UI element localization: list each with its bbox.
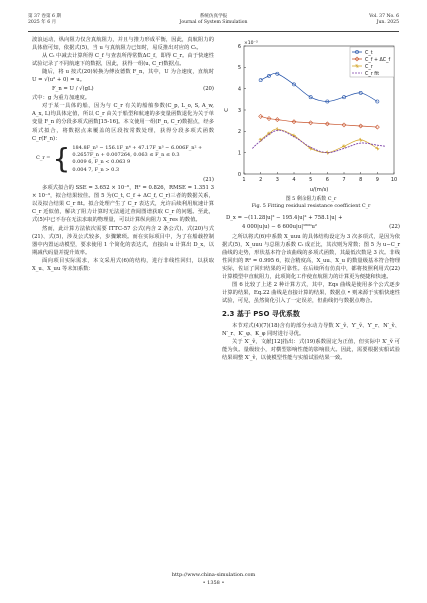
equation-body: F_n = U / √(gL) — [52, 86, 94, 93]
header-right — [369, 14, 399, 27]
header-center — [28, 14, 399, 27]
equation-21-number-row — [32, 176, 214, 184]
paragraph: 对于某一具体的船，因为与 C_r 有关的船舶参数(C_p, L_o, S, A_w, A_x, L)均具体定值，所以 C_r 由关于船型和航速的多变量函数退化为关于单变量 F_n 的分段多项式函数[15-16]。本文使用一组(F_n, C_r)数据点，经多项式拟合，将数据点来覆盖的区段按常数处理，获得分段多项式函数 C_r(F_n)： — [32, 103, 214, 142]
y-tick-label: 6 — [237, 43, 241, 50]
equation-number: (22) — [389, 224, 400, 231]
x-tick-label: 1 — [242, 177, 246, 183]
paragraph: 从 Cₜ 中减去计算所得 C_f 与查表所得常数ΔC_f，即得 C_r。由于快速性试验记录了不同航速下的数据，因此，获得一组(u, C_r)数据点。 — [32, 53, 214, 68]
y-tick-label: 0 — [237, 171, 241, 178]
figure-5 — [222, 36, 400, 194]
equation-21 — [36, 141, 214, 175]
left-column — [32, 36, 214, 273]
case-line: 0.004 7, F_n > 0.3 — [72, 166, 120, 173]
volume-issue: 第 37 卷第 6 期 — [28, 14, 61, 19]
series-line — [261, 73, 378, 101]
x-tick-label: 5 — [309, 177, 313, 183]
page-number: • 1358 • — [202, 580, 225, 586]
legend-label: C_t — [365, 50, 373, 56]
footer-url[interactable]: http://www.china-simulation.com — [171, 572, 256, 578]
series-line — [261, 116, 378, 127]
case-line: 184.8F_n⁵ − 156.1F_n⁴ + 47.17F_n³ − 6.006F_n² + — [72, 144, 203, 151]
y-tick-label: 1 — [237, 150, 241, 157]
figure-caption-en: Fig. 5 Fitting residual resistance coefficient C_r — [251, 203, 371, 210]
right-column — [222, 36, 400, 362]
paragraph: 面向项目实际需求，本文采用式(6)的结构，进行非线性回归，以获取 X_u、X_uu 等未知系数： — [32, 257, 214, 272]
y-scale-note: ×10⁻³ — [244, 41, 258, 46]
x-tick-label: 3 — [275, 177, 279, 183]
y-tick-label: 4 — [237, 86, 241, 93]
date-cn: 2025 年 6 月 — [28, 20, 57, 26]
residual-resistance-chart — [222, 36, 400, 194]
journal-name-cn: 系统仿真学报 — [199, 14, 228, 19]
y-tick-label: 5 — [237, 65, 241, 72]
equation-line — [222, 223, 400, 231]
data-point — [259, 114, 263, 118]
legend-label: C_f + ΔC_f — [365, 57, 391, 63]
paragraph: 本节对式(4)(7)(18)含有的部分水动力导数 X′_ṽ、Y′_ṽ、Y′_r、N′_ṽ、N′_r、K′_φ、K_φ 同时进行寻优。 — [222, 322, 400, 337]
paragraph: 波浪运动，纵向阻力仅含真航阻力，并且与推力形成平衡，因此，真航阻力的具体值可知，依据式(5)，当 u 与真航阻力已知时，易反推出对应的 Cₜ。 — [32, 37, 214, 52]
x-tick-label: 6 — [325, 177, 329, 183]
equation-number: (21) — [203, 177, 214, 184]
x-tick-label: 8 — [359, 177, 363, 183]
legend-label: C_r fit — [365, 71, 380, 77]
volume-en: Vol. 37 No. 6 — [369, 14, 399, 19]
case-line: 0.009 6, F_n < 0.063 9 — [72, 159, 131, 166]
case-line: 0.2657F_n + 0.007264, 0.063 ≤ F_n ≤ 0.3 — [72, 152, 180, 159]
y-tick-label: 2 — [237, 129, 241, 136]
x-tick-label: 2 — [259, 177, 263, 183]
y-axis-label: C — [224, 108, 230, 112]
series-line — [261, 129, 378, 153]
equation-20 — [32, 85, 214, 93]
equation-body: 4 000|u|u) − 6 600u|u|¹⁶⁰⁰u² — [242, 224, 318, 231]
equation-cases — [72, 145, 214, 175]
date-en: Jun. 2025 — [376, 20, 399, 26]
equation-lhs: C_r = — [36, 154, 51, 161]
x-tick-label: 4 — [292, 177, 296, 183]
figure-caption-cn: 图 5 剩余阻力系数 C_r — [285, 196, 337, 202]
paragraph: 关于 X′_ṽ，文献[12]指出：式(19)系数固定为正值，但实际中 X′_ṽ 可能为负。量级较小，对横型影响性能的影响很大。因此，需要根据实船试验结果调整 X′_ṽ，以使模型性能与实船试验结果一致。 — [222, 339, 400, 362]
y-tick-label: 3 — [237, 107, 241, 114]
header-rule — [28, 31, 399, 32]
equation-line: D_x = −(11.28|u|² − 195.4|u|² + 758.1|u| + — [226, 215, 343, 222]
x-axis-label: u/(m/s) — [309, 187, 329, 193]
paragraph: 式中：g 为重力加速度。 — [32, 95, 91, 102]
paragraph: 然而，此计算方法依次需要 ITTC-57 公式(内含 2 条公式)、式(20)与式(21)、式(5)，涉及公式较多，步骤繁琐。而在实际项目中，为了在船载控制器中内置运动模型，要求使用 1 个简化的表达式，直接由 u 计算出 D_x，以期减代码量并提升效率。 — [32, 225, 214, 256]
section-heading: 2.3 基于 PSO 寻优系数 — [222, 309, 300, 318]
paragraph: 多项式拟合的 SSE = 3.652 × 10⁻⁶，R² = 0.826，RMSE = 1.351 3 × 10⁻³，拟合结果较佳。图 5 为(C_t, C_f + ΔC_f, C_r)三者的数据关系，以及拟合结果 C_r fit。拟合处理产生了 C_r 表达式，允许后续利用航速计算 C_r 近似值，解决了阻力计算时无法通过查阅图谱获取 C_r 的问题。至此，式(5)中已不存在无法求取的物理量，可以计算纵向阻力 X_res 的数值。 — [32, 185, 214, 224]
journal-name-en: Journal of System Simulation — [179, 20, 248, 26]
legend-label: C_r — [365, 64, 373, 70]
equation-22 — [222, 214, 400, 231]
equation-number: (20) — [203, 86, 214, 93]
x-tick-label: 9 — [375, 177, 379, 183]
paragraph: 图 6 比较了上述 2 种计算方式，其中，Eqs 曲线是使用多个公式逐步计算的结果，Eq.22 曲线是直接计算的结果，数据点 • 则来源于实船快速性试验，可见，虽然简化引入了一定误差，但曲线仍与数据点吻合。 — [222, 281, 400, 304]
x-tick-label: 7 — [342, 177, 346, 183]
paragraph: 之所以将式(6)中系数 X_uuu 的具体结构设定为 3 次多项式，是因为依据式(5)，X_uuu 与总阻力系数 Cₜ 成正比，其次则为常数；图 5 为 u−C_r 曲线的走势，形状基本符合该曲线的多项式函数，其最低次数是 3 次。非线性回归的 R² = 0.995 6，拟合精度高，X_uu、X_u 的数量级基本符合物理实际，佐证了回归结果的可靠性。在后续所有仿真中，都将按照利用式(22)计算模型中直航阻力，此项简化工作使直航阻力的计算更为便捷和快速。 — [222, 233, 400, 280]
paragraph: 随后，将 u 按式(20)转换为傅汝德数 F_n，其中，U 为合速度，直航时 U = √(u² + 0) = u。 — [32, 69, 214, 84]
x-tick-label: 10 — [390, 177, 398, 183]
page-footer — [0, 571, 427, 587]
brace-glyph: { — [52, 141, 71, 175]
